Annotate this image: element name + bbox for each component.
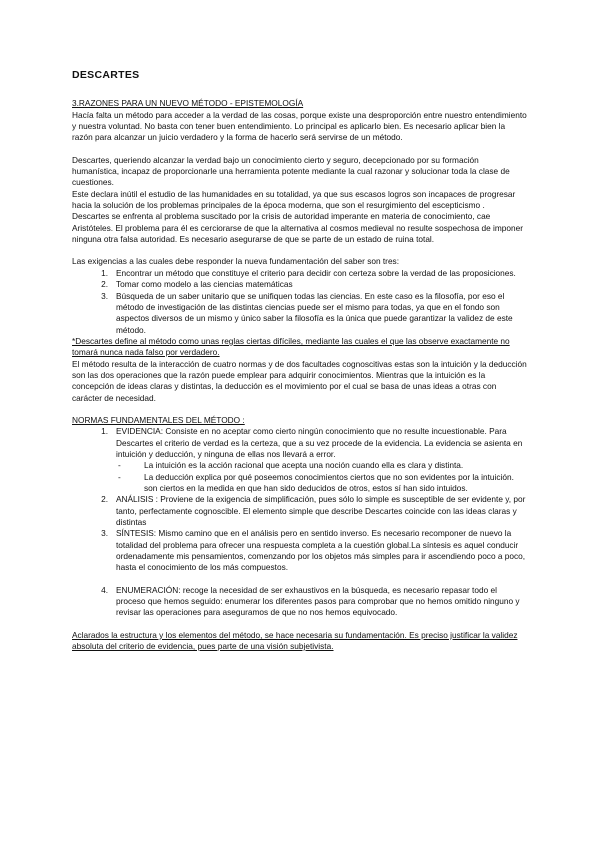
list-text: La intuición es la acción racional que acepta una noción cuando ella es clara y distinta. (144, 460, 464, 471)
list-dash: - (118, 460, 121, 471)
paragraph: El método resulta de la interacción de cuatro normas y de dos facultades cognoscitivas estas son la intuición y la deducción son las dos operaciones que la razón puede emplear para adquirir conocimientos. Mientras que la intuición es la concepción de ideas claras y distintas, la deducción es el movimiento por el cual se basa de unas ideas a otras con carácter de necesidad. (72, 358, 527, 403)
normas-list (72, 426, 528, 619)
list-subitem (72, 472, 528, 495)
list-text: ANÁLISIS : Proviene de la exigencia de simplificación, pues sólo lo simple es susceptible de ser evidente y, por tanto, perfectamente cognoscible. El elemento simple que describe Descartes coincide con las ideas claras y distintas (116, 494, 526, 528)
list-item (72, 268, 528, 279)
list-item (72, 279, 528, 290)
paragraph: Descartes se enfrenta al problema suscitado por la crisis de autoridad imperante en materia de conocimiento, cae Aristóteles. El problema para él es cerciorarse de que la alternativa al cosmos medieval no resulte sospechosa de imponer ninguna otra falsa autoridad. Es necesario asegurarse de que se parte de un estado de ruina total. (72, 211, 524, 245)
list-text: EVIDENCIA: Consiste en no aceptar como cierto ningún conocimiento que no resulte incuestionable. Para Descartes el criterio de verdad es la certeza, que a su vez procede de la evidencia. La evidencia se asienta en intuición y deducción, y ninguna de ellas nos llevará a error. (116, 426, 523, 459)
list-text: Búsqueda de un saber unitario que se unifiquen todas las ciencias. En este caso es la filosofía, por eso el método de investigación de las distintas ciencias puede ser el mismo para todas, ya que en el fondo son aspectos diversos de un mismo y único saber la filosofía es la única que puede garantizar la validez de este método. (116, 290, 513, 335)
document-page (72, 70, 528, 652)
list-item (72, 528, 528, 573)
list-number: 1. (101, 426, 108, 437)
document-title: DESCARTES (72, 69, 140, 81)
paragraph: Descartes, queriendo alcanzar la verdad bajo un conocimiento cierto y seguro, decepcionado por su formación humanística, incapaz de proporcionarle una herramienta potente mediante la cual razonar y solucionar toda la clase de cuestiones. (72, 154, 510, 188)
list-number: 3. (101, 290, 108, 301)
section-normas (72, 415, 528, 653)
method-definition-note: *Descartes define al método como unas reglas ciertas difíciles, mediante las cuales el que las observe exactamente no tomará nunca nada falso por verdadero. (72, 335, 510, 358)
list-text: ENUMERACIÓN: recoge la necesidad de ser exhaustivos en la búsqueda, es necesario repasar todo el proceso que hemos seguido: enumerar los diferentes pasos para comprobar que no hemos omitido ninguno y revisar las operaciones para aseguramos de que no nos hemos equivocado. (116, 584, 520, 618)
list-text: Tomar como modelo a las ciencias matemáticas (116, 279, 293, 290)
list-number: 3. (101, 528, 108, 539)
paragraph: Hacía falta un método para acceder a la verdad de las cosas, porque existe una desproporción entre nuestro entendimiento y nuestra voluntad. No basta con tener buen entendimiento. Lo principal es aplicarlo bien. Es necesario aplicar bien la razón para alcanzar un juicio verdadero y la forma de hacerlo será servirse de un método. (72, 109, 527, 143)
section-heading-razones: 3.RAZONES PARA UN NUEVO MÉTODO - EPISTEMOLOGÍA (72, 98, 304, 109)
section-heading-normas: NORMAS FUNDAMENTALES DEL MÉTODO : (72, 414, 245, 425)
exigencias-list (72, 268, 528, 336)
closing-paragraph: Aclarados la estructura y los elementos del método, se hace necesaria su fundamentación. Es preciso justificar la validez absoluta del criterio de evidencia, pues parte de una visión subjetivista. (72, 629, 518, 652)
list-text: La deducción explica por qué poseemos conocimientos ciertos que no son evidentes por la intuición. son ciertos en la medida en que han sido deducidos de otros, estos sí han sido intuidos. (144, 471, 514, 493)
list-text: SÍNTESIS: Mismo camino que en el análisis pero en sentido inverso. Es necesario recomponer de nuevo la totalidad del problema para ofrecer una respuesta completa a la cuestión global.La síntesis es aquel conducir ordenadamente mis pensamientos, comenzando por los objetos más simples para ir ascendiendo poco a poco, hasta el conocimiento de los más compuestos. (116, 528, 526, 573)
list-number: 1. (101, 267, 108, 278)
list-subitem (72, 460, 528, 471)
paragraph-intro: Las exigencias a las cuales debe responder la nueva fundamentación del saber son tres: (72, 256, 400, 267)
list-item (72, 585, 528, 619)
section-razones (72, 98, 528, 245)
list-number: 2. (101, 494, 108, 505)
list-item (72, 494, 528, 528)
paragraph: Este declara inútil el estudio de las humanidades en su totalidad, ya que sus escasos logros son incapaces de progresar hacia la solución de los problemas principales de la época moderna, que son el resurgimiento del escepticismo . (72, 188, 516, 211)
list-item (72, 426, 528, 460)
list-item (72, 291, 528, 336)
list-dash: - (118, 471, 121, 482)
list-text: Encontrar un método que constituye el criterio para decidir con certeza sobre la verdad de las proposiciones. (116, 267, 516, 278)
list-number: 4. (101, 584, 108, 595)
list-number: 2. (101, 279, 108, 290)
section-exigencias (72, 256, 528, 403)
